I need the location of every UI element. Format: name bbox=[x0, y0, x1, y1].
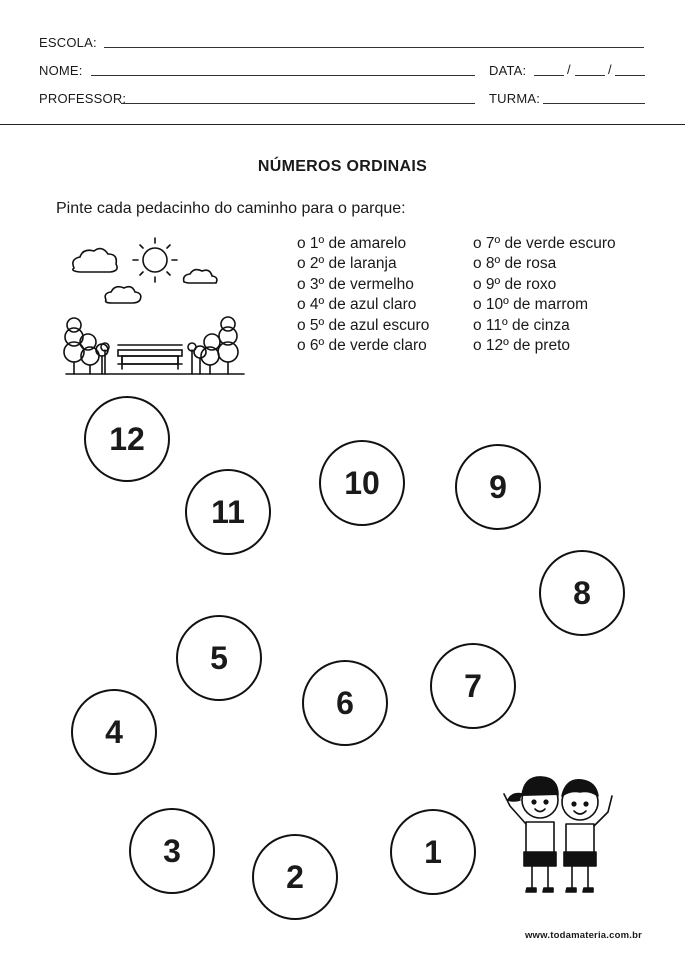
legend-item: o 10º de marrom bbox=[473, 296, 589, 314]
legend-item: o 6º de verde claro bbox=[297, 337, 427, 355]
legend-item: o 4º de azul claro bbox=[297, 296, 417, 314]
legend-item: o 1º de amarelo bbox=[297, 235, 407, 252]
path-step-4[interactable]: 4 bbox=[71, 689, 157, 775]
worksheet-header bbox=[0, 0, 685, 125]
date-separator: / bbox=[567, 62, 571, 77]
path-step-11[interactable]: 11 bbox=[185, 469, 271, 555]
children-waving-icon bbox=[494, 764, 624, 904]
path-step-5[interactable]: 5 bbox=[176, 615, 262, 701]
date-label: DATA: bbox=[489, 63, 527, 78]
class-label: TURMA: bbox=[489, 91, 541, 106]
teacher-label: PROFESSOR: bbox=[39, 91, 127, 106]
name-label: NOME: bbox=[39, 63, 83, 78]
path-step-8[interactable]: 8 bbox=[539, 550, 625, 636]
legend-item: o 12º de preto bbox=[473, 337, 571, 355]
park-scene-icon bbox=[60, 232, 250, 382]
legend-item: o 2º de laranja bbox=[297, 255, 397, 273]
teacher-field[interactable] bbox=[121, 103, 475, 104]
path-step-10[interactable]: 10 bbox=[319, 440, 405, 526]
date-year-field[interactable] bbox=[615, 75, 645, 76]
path-step-7[interactable]: 7 bbox=[430, 643, 516, 729]
legend-item: o 3º de vermelho bbox=[297, 275, 414, 293]
legend-left-column bbox=[297, 234, 429, 356]
date-day-field[interactable] bbox=[534, 75, 564, 76]
school-label: ESCOLA: bbox=[39, 35, 97, 50]
legend-item: o 5º de azul escuro bbox=[297, 316, 430, 334]
path-step-6[interactable]: 6 bbox=[302, 660, 388, 746]
legend-item: o 8º de rosa bbox=[473, 255, 557, 273]
page-title: NÚMEROS ORDINAIS bbox=[257, 158, 428, 175]
date-month-field[interactable] bbox=[575, 75, 605, 76]
path-step-3[interactable]: 3 bbox=[129, 808, 215, 894]
path-step-9[interactable]: 9 bbox=[455, 444, 541, 530]
path-step-1[interactable]: 1 bbox=[390, 809, 476, 895]
date-separator: / bbox=[608, 62, 612, 77]
school-field[interactable] bbox=[104, 47, 644, 48]
source-url: www.todamateria.com.br bbox=[524, 930, 642, 941]
name-field[interactable] bbox=[91, 75, 475, 76]
legend-item: o 9º de roxo bbox=[473, 275, 557, 293]
legend-item: o 7º de verde escuro bbox=[473, 235, 616, 252]
legend-right-column bbox=[473, 234, 616, 356]
path-step-12[interactable]: 12 bbox=[84, 396, 170, 482]
legend-item: o 11º de cinza bbox=[473, 316, 570, 334]
instruction-text: Pinte cada pedacinho do caminho para o parque: bbox=[56, 200, 406, 217]
path-step-2[interactable]: 2 bbox=[252, 834, 338, 920]
class-field[interactable] bbox=[543, 103, 645, 104]
